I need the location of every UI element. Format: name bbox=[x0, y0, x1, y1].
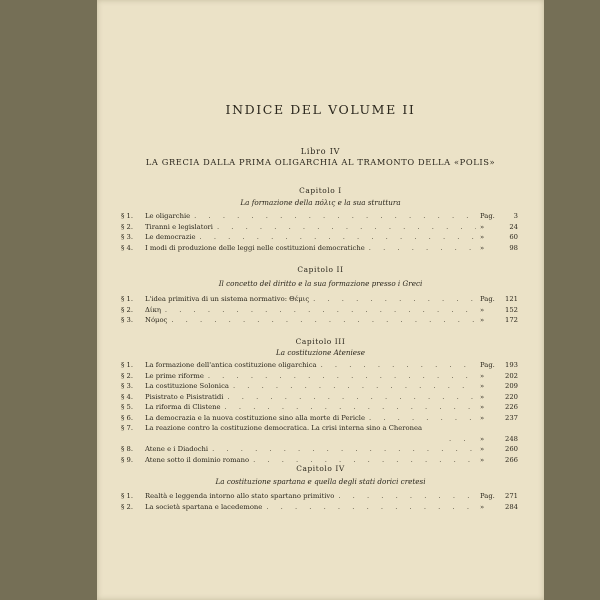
toc-entry bbox=[121, 392, 518, 403]
chapter-subtitle: Il concetto del diritto e la sua formazione presso i Greci bbox=[218, 279, 423, 288]
section-number: § 3. bbox=[121, 382, 134, 390]
toc-entry bbox=[121, 444, 518, 455]
page-number: 98 bbox=[509, 243, 518, 252]
leader-dots bbox=[217, 222, 476, 233]
page-number: 60 bbox=[509, 233, 518, 241]
section-number: § 8. bbox=[121, 445, 134, 453]
entry-title: Νόμος bbox=[145, 316, 168, 324]
entry-title: Atene e i Diadochi bbox=[145, 445, 209, 453]
page-number: 220 bbox=[505, 392, 518, 401]
toc-entry bbox=[121, 491, 518, 502]
leader-dots bbox=[266, 502, 476, 513]
toc-entry bbox=[121, 243, 518, 254]
page-label: » bbox=[480, 403, 485, 411]
toc-entry bbox=[121, 402, 518, 413]
entry-title: Realtà e leggenda intorno allo stato spartano primitivo bbox=[145, 492, 335, 500]
leader-dots bbox=[225, 402, 476, 413]
leader-dots bbox=[313, 294, 476, 305]
page-number: 284 bbox=[505, 502, 518, 511]
page-title: INDICE DEL VOLUME II bbox=[225, 102, 416, 117]
page-label: » bbox=[480, 371, 485, 380]
entry-title: Atene sotto il dominio romano bbox=[145, 455, 250, 464]
leader-dots bbox=[194, 211, 476, 222]
entry-title: La società spartana e lacedemone bbox=[145, 502, 263, 511]
page-number: 152 bbox=[505, 305, 518, 314]
entry-title: Tiranni e legislatori bbox=[145, 222, 213, 231]
toc-entry bbox=[121, 305, 518, 316]
chapter-label: Capitolo IV bbox=[296, 464, 345, 473]
page-number: 248 bbox=[505, 434, 518, 443]
entry-title: Pisistrato e Pisistratidi bbox=[145, 392, 224, 401]
book-title: LA GRECIA DALLA PRIMA OLIGARCHIA AL TRAMONTO DELLA «POLIS» bbox=[145, 157, 496, 167]
page-label: » bbox=[480, 434, 485, 443]
entry-title: Le oligarchie bbox=[145, 212, 191, 220]
page-label: » bbox=[480, 233, 485, 241]
toc-entry bbox=[121, 360, 518, 371]
section-number: § 2. bbox=[121, 305, 134, 314]
section-number: § 3. bbox=[121, 316, 134, 324]
page-number: 226 bbox=[505, 403, 518, 411]
page-number: 266 bbox=[505, 455, 518, 464]
page-label: Pag. bbox=[480, 361, 495, 369]
page-number: 3 bbox=[513, 212, 518, 220]
page-label: Pag. bbox=[480, 295, 495, 303]
book-page bbox=[97, 0, 544, 600]
leader-dots bbox=[171, 315, 476, 326]
toc-entry bbox=[121, 413, 518, 424]
section-number: § 4. bbox=[121, 243, 134, 252]
chapter-entries bbox=[121, 211, 518, 253]
leader-dots bbox=[449, 434, 476, 445]
entry-title: Le prime riforme bbox=[145, 371, 204, 380]
section-number: § 1. bbox=[121, 295, 134, 303]
toc-entry bbox=[121, 371, 518, 382]
page-label: Pag. bbox=[480, 492, 495, 500]
chapter-label: Capitolo III bbox=[295, 337, 346, 346]
page-label: » bbox=[480, 413, 485, 422]
page-label: » bbox=[480, 392, 485, 401]
section-number: § 9. bbox=[121, 455, 134, 464]
toc-entry bbox=[121, 502, 518, 513]
page-number: 172 bbox=[505, 316, 518, 324]
chapter-entries bbox=[121, 294, 518, 326]
entry-title: La reazione contro la costituzione democratica. La crisi interna sino a Cheronea bbox=[145, 424, 423, 432]
entry-title: La democrazia e la nuova costituzione sino alla morte di Pericle bbox=[145, 413, 365, 422]
section-number: § 7. bbox=[121, 424, 134, 432]
chapter-entries bbox=[121, 360, 518, 465]
section-number: § 1. bbox=[121, 361, 134, 369]
page-label: » bbox=[480, 455, 485, 464]
page-number: 121 bbox=[505, 295, 518, 303]
chapter-subtitle: La formazione della πόλις e la sua struttura bbox=[240, 198, 401, 207]
chapter-label: Capitolo I bbox=[299, 186, 342, 195]
leader-dots bbox=[369, 243, 476, 254]
leader-dots bbox=[369, 413, 476, 424]
page-label: Pag. bbox=[480, 212, 495, 220]
page-label: » bbox=[480, 502, 485, 511]
page-label: » bbox=[480, 305, 485, 314]
leader-dots bbox=[165, 305, 476, 316]
entry-title: L'idea primitiva di un sistema normativo: Θέμις bbox=[145, 295, 310, 303]
section-number: § 1. bbox=[121, 212, 134, 220]
chapter-subtitle: La costituzione Ateniese bbox=[276, 348, 365, 357]
page-label: » bbox=[480, 445, 485, 453]
leader-dots bbox=[200, 232, 477, 243]
entry-title: La riforma di Clistene bbox=[145, 403, 221, 411]
book-label: Libro IV bbox=[300, 147, 341, 156]
entry-title: Le democrazie bbox=[145, 233, 196, 241]
page-label: » bbox=[480, 382, 485, 390]
page-number: 260 bbox=[505, 445, 518, 453]
section-number: § 5. bbox=[121, 403, 134, 411]
chapter-label: Capitolo II bbox=[297, 265, 344, 274]
section-number: § 4. bbox=[121, 392, 134, 401]
page-label: » bbox=[480, 316, 485, 324]
leader-dots bbox=[227, 392, 476, 403]
leader-dots bbox=[233, 381, 476, 392]
entry-title: I modi di produzione delle leggi nelle costituzioni democratiche bbox=[145, 243, 365, 252]
section-number: § 2. bbox=[121, 371, 134, 380]
toc-entry bbox=[121, 423, 518, 444]
section-number: § 6. bbox=[121, 413, 134, 422]
entry-title: La formazione dell'antica costituzione oligarchica bbox=[145, 361, 317, 369]
entry-title: La costituzione Solonica bbox=[145, 382, 229, 390]
section-number: § 2. bbox=[121, 502, 134, 511]
page-label: » bbox=[480, 243, 485, 252]
leader-dots bbox=[208, 371, 476, 382]
toc-entry bbox=[121, 222, 518, 233]
leader-dots bbox=[212, 444, 476, 455]
toc-entry bbox=[121, 232, 518, 243]
chapter-subtitle: La costituzione spartana e quella degli stati dorici cretesi bbox=[215, 477, 426, 486]
page-number: 193 bbox=[505, 361, 518, 369]
section-number: § 1. bbox=[121, 492, 134, 500]
toc-entry bbox=[121, 381, 518, 392]
leader-dots bbox=[338, 491, 476, 502]
page-number: 209 bbox=[505, 382, 518, 390]
chapter-entries bbox=[121, 491, 518, 512]
page-number: 271 bbox=[505, 492, 518, 500]
page-label: » bbox=[480, 222, 485, 231]
toc-entry bbox=[121, 294, 518, 305]
section-number: § 2. bbox=[121, 222, 134, 231]
page-number: 237 bbox=[505, 413, 518, 422]
page-number: 24 bbox=[509, 222, 518, 231]
entry-title: Δίκη bbox=[145, 305, 161, 314]
section-number: § 3. bbox=[121, 233, 134, 241]
toc-entry bbox=[121, 211, 518, 222]
leader-dots bbox=[321, 360, 476, 371]
page-number: 202 bbox=[505, 371, 518, 380]
toc-entry bbox=[121, 315, 518, 326]
